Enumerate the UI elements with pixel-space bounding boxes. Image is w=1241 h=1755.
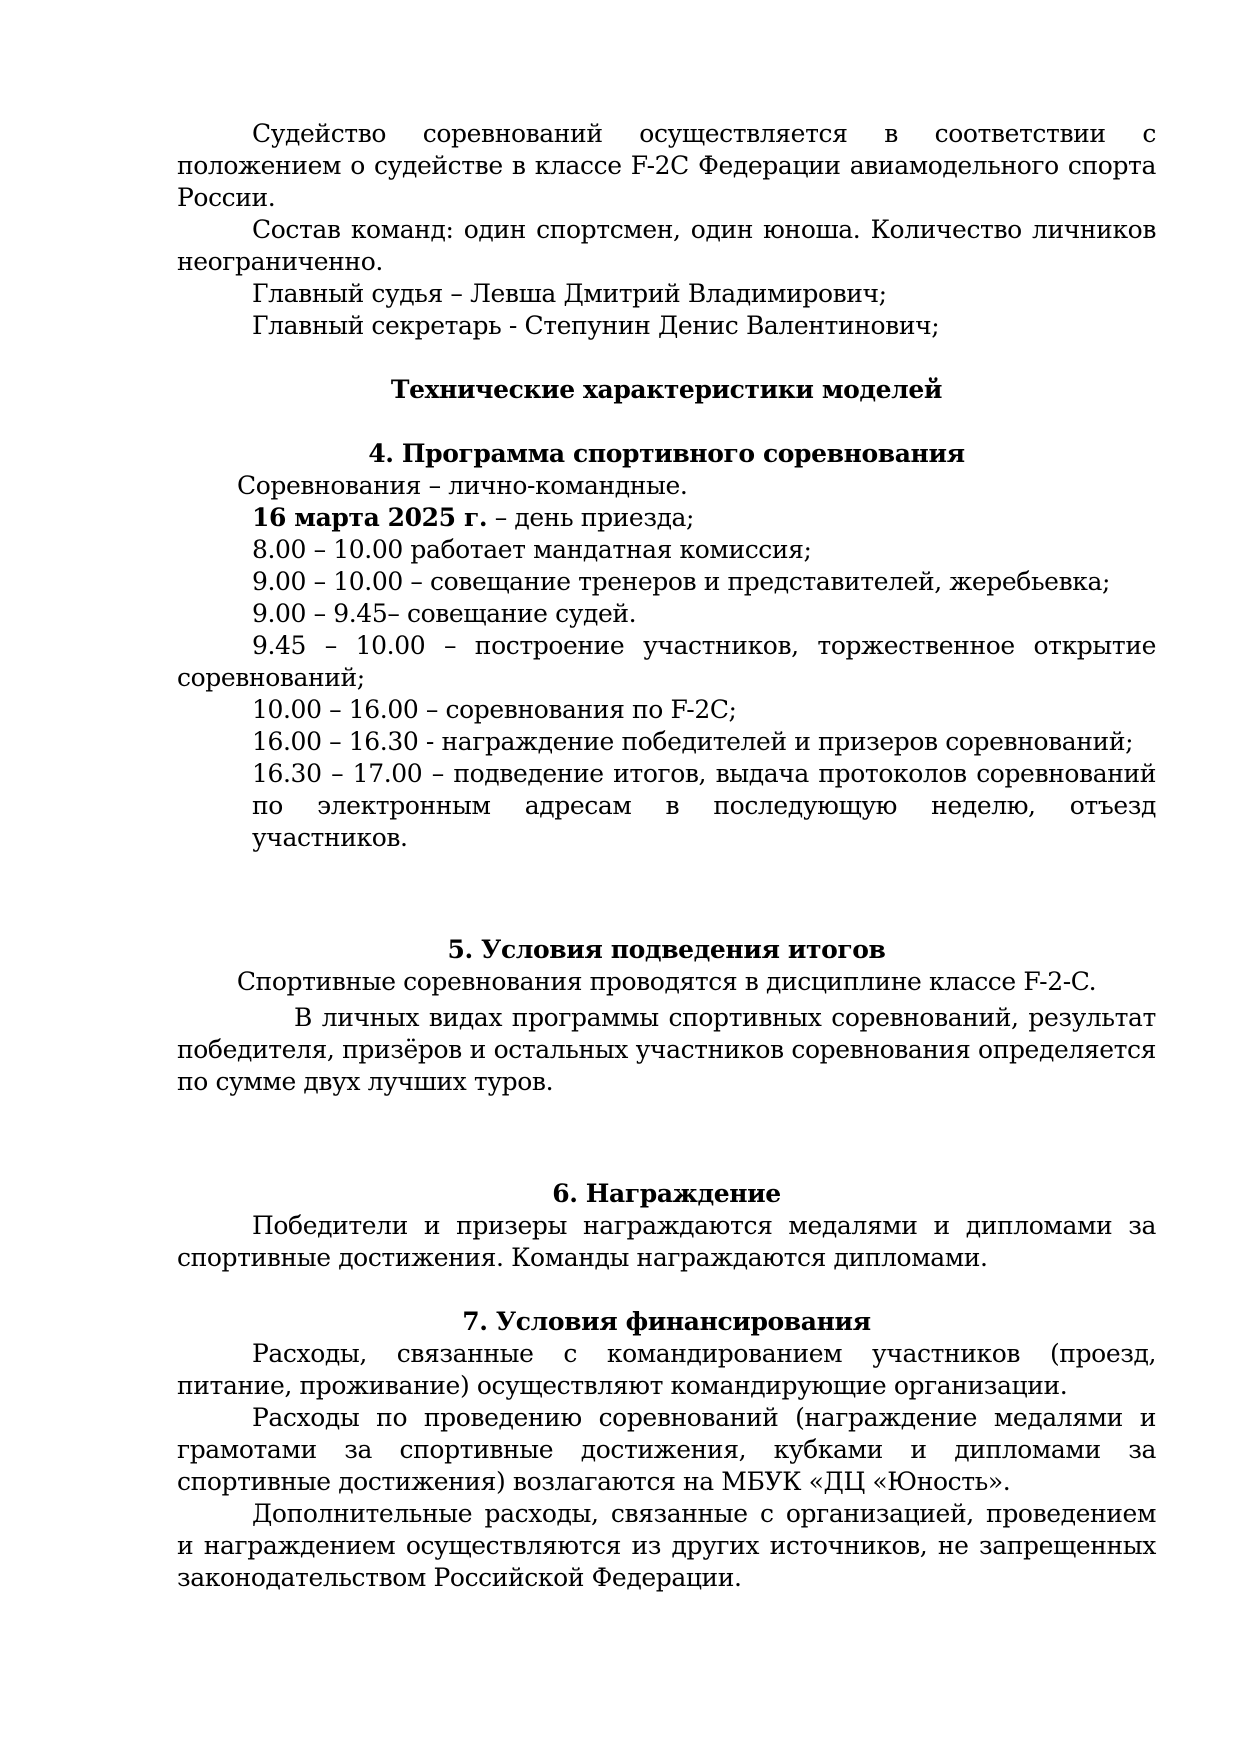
event-expenses-paragraph: Расходы по проведению соревнований (награждение медалями и грамотами за спортивные достижения, кубками и дипломами за спортивные достижения) возлагаются на МБУК «ДЦ «Юность». — [177, 1403, 1156, 1496]
awards-paragraph: Победители и призеры награждаются медалями и дипломами за спортивные достижения. Команды награждаются дипломами. — [177, 1211, 1156, 1272]
section-4-heading: 4. Программа спортивного соревнования — [368, 439, 965, 468]
results-paragraph: В личных видах программы спортивных соревнований, результат победителя, призёров и остальных участников соревнования определяется по сумме двух лучших туров. — [177, 1003, 1156, 1096]
team-composition-paragraph: Состав команд: один спортсмен, один юноша. Количество личников неограниченно. — [177, 215, 1156, 276]
discipline-line: Спортивные соревнования проводятся в дисциплине классе F-2-C. — [236, 967, 1097, 996]
schedule-item: 9.00 – 10.00 – совещание тренеров и представителей, жеребьевка; — [252, 567, 1110, 596]
schedule-item: 9.00 – 9.45– совещание судей. — [252, 599, 637, 628]
tech-specs-heading: Технические характеристики моделей — [390, 375, 943, 404]
judging-paragraph: Судейство соревнований осуществляется в соответствии с положением о судействе в классе F-2C Федерации авиамодельного спорта России. — [177, 119, 1156, 212]
schedule-item: 16.30 – 17.00 – подведение итогов, выдача протоколов соревнований по электронным адресам в последующую неделю, отъезд участников. — [252, 759, 1156, 852]
section-7-heading: 7. Условия финансирования — [462, 1307, 871, 1336]
additional-expenses-paragraph: Дополнительные расходы, связанные с организацией, проведением и награждением осуществляются из других источников, не запрещенных законодательством Российской Федерации. — [177, 1499, 1156, 1592]
arrival-date-note: – день приезда; — [487, 503, 695, 532]
arrival-date-line — [177, 502, 1156, 534]
schedule-item: 10.00 – 16.00 – соревнования по F-2C; — [252, 695, 737, 724]
chief-judge-line: Главный судья – Левша Дмитрий Владимирович; — [252, 279, 887, 308]
travel-expenses-paragraph: Расходы, связанные с командированием участников (проезд, питание, проживание) осуществляют командирующие организации. — [177, 1339, 1156, 1400]
schedule-item: 16.00 – 16.30 - награждение победителей и призеров соревнований; — [252, 727, 1134, 756]
schedule-item: 9.45 – 10.00 – построение участников, торжественное открытие соревнований; — [177, 631, 1156, 692]
section-5-heading: 5. Условия подведения итогов — [447, 935, 886, 964]
section-6-heading: 6. Награждение — [552, 1179, 781, 1208]
chief-secretary-line: Главный секретарь - Степунин Денис Валентинович; — [252, 311, 940, 340]
schedule-item: 8.00 – 10.00 работает мандатная комиссия; — [252, 535, 812, 564]
competition-type-line: Соревнования – лично-командные. — [237, 471, 688, 500]
arrival-date: 16 марта 2025 г. — [252, 503, 488, 532]
document-body — [177, 118, 1156, 1594]
